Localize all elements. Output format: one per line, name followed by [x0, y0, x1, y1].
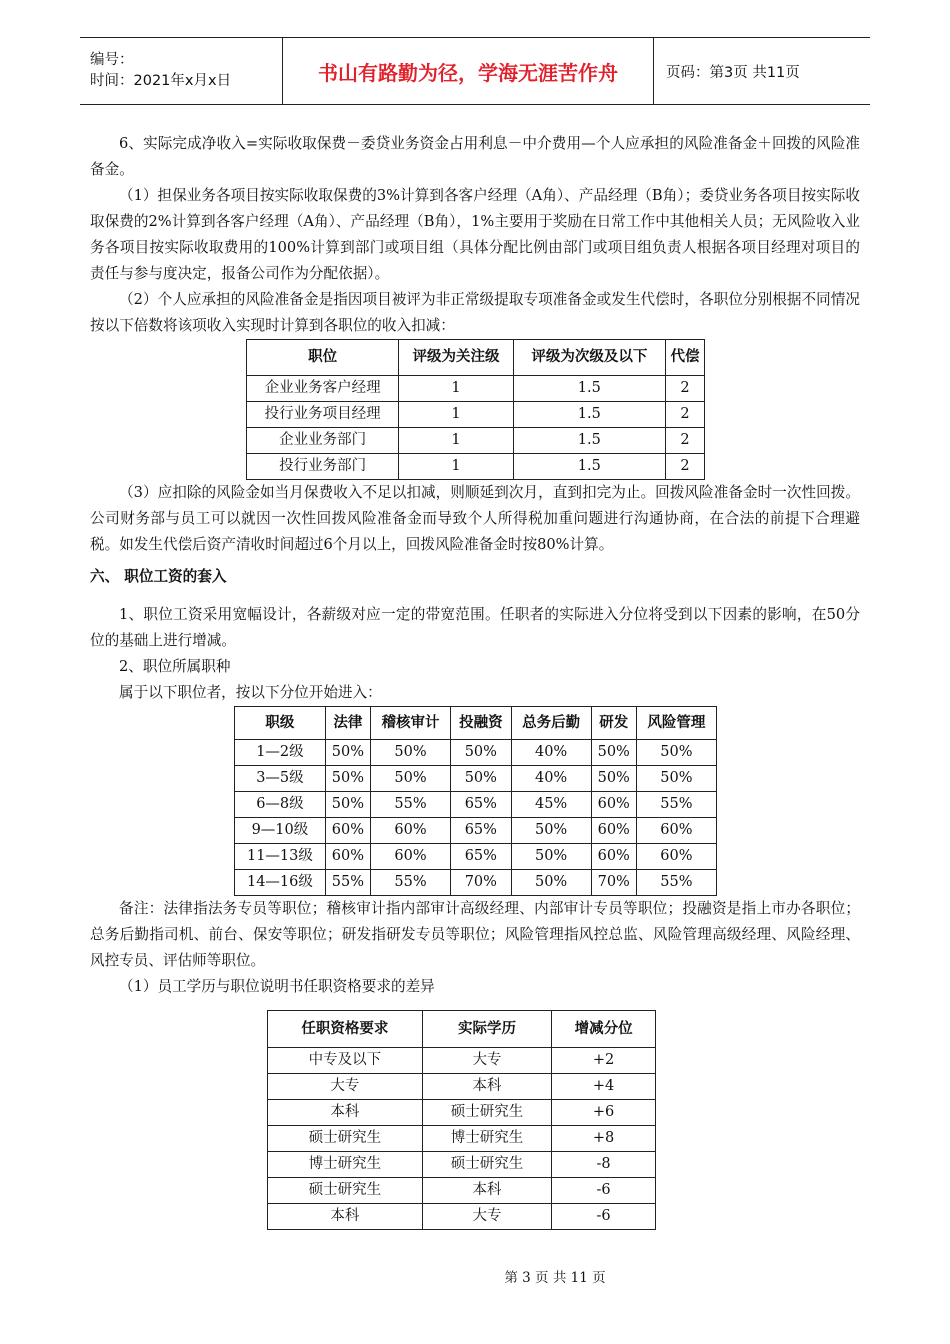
table-cell: 70%	[591, 870, 636, 896]
table-cell: 50%	[511, 818, 591, 844]
paragraph: 6、实际完成净收入=实际收取保费－委贷业务资金占用利息－中介费用—个人应承担的风险准备金＋回拨的风险准备金。	[90, 135, 860, 178]
table-header: 职位	[247, 340, 399, 376]
table-row	[268, 1100, 656, 1126]
table-row	[235, 844, 717, 870]
table-cell: 50%	[325, 792, 370, 818]
table-cell: 1.5	[513, 376, 665, 402]
table-row	[235, 818, 717, 844]
table-row	[268, 1048, 656, 1074]
table-cell: 企业业务部门	[247, 428, 399, 454]
table-cell: 大专	[268, 1074, 423, 1100]
table-cell: 硕士研究生	[268, 1178, 423, 1204]
table-cell: 50%	[451, 740, 511, 766]
table-cell: 60%	[591, 818, 636, 844]
table-row	[235, 792, 717, 818]
table-row	[247, 376, 705, 402]
table-row	[235, 766, 717, 792]
table-cell: 50%	[325, 766, 370, 792]
table-cell: 投行业务项目经理	[247, 402, 399, 428]
table-cell: +4	[552, 1074, 656, 1100]
paragraph: 属于以下职位者，按以下分位开始进入：	[119, 684, 382, 701]
table-cell: 博士研究生	[268, 1152, 423, 1178]
table-cell: 9—10级	[235, 818, 326, 844]
table-cell: 60%	[636, 844, 716, 870]
table-row	[247, 428, 705, 454]
table-cell: 60%	[325, 844, 370, 870]
table-header-row	[235, 707, 717, 740]
table-cell: 65%	[451, 818, 511, 844]
table-cell: 企业业务客户经理	[247, 376, 399, 402]
table-cell: 1	[399, 376, 514, 402]
table-row	[268, 1126, 656, 1152]
table-header: 研发	[591, 707, 636, 740]
table-cell: 2	[665, 376, 704, 402]
paragraph: 备注：法律指法务专员等职位；稽核审计指内部审计高级经理、内部审计专员等职位；投融资是指上市办各职位；总务后勤指司机、前台、保安等职位；研发指研发专员等职位；风险管理指风控总监、风险管理高级经理、风险经理、风控专员、评估师等职位。	[90, 900, 860, 969]
table-row	[268, 1204, 656, 1230]
table-cell: 55%	[370, 870, 450, 896]
table-cell: 硕士研究生	[268, 1126, 423, 1152]
paragraph: 2、职位所属职种	[119, 658, 231, 675]
table-header: 总务后勤	[511, 707, 591, 740]
date-label: 时间：2021年x月x日	[90, 73, 232, 89]
table-cell: 6—8级	[235, 792, 326, 818]
table-cell: -8	[552, 1152, 656, 1178]
paragraph: （1）员工学历与职位说明书任职资格要求的差异	[119, 978, 435, 995]
table-cell: 50%	[451, 766, 511, 792]
table-header: 代偿	[665, 340, 704, 376]
table-cell: 50%	[370, 766, 450, 792]
table-row	[235, 740, 717, 766]
table-cell: 55%	[636, 870, 716, 896]
page-header	[80, 37, 870, 105]
table-cell: +2	[552, 1048, 656, 1074]
education-adjust-table	[267, 1010, 656, 1230]
table-cell: 3—5级	[235, 766, 326, 792]
table-cell: 投行业务部门	[247, 454, 399, 480]
document-body	[90, 131, 860, 1230]
table-cell: 40%	[511, 740, 591, 766]
risk-multiplier-table	[246, 339, 705, 480]
paragraph: （3）应扣除的风险金如当月保费收入不足以扣减，则顺延到次月，直到扣完为止。回拨风险准备金时一次性回拨。公司财务部与员工可以就因一次性回拨风险准备金而导致个人所得税加重问题进行沟通协商，在合法的前提下合理避税。如发生代偿后资产清收时间超过6个月以上，回拨风险准备金时按80%计算。	[90, 484, 860, 553]
table-header-row	[247, 340, 705, 376]
table-row	[247, 402, 705, 428]
section-heading: 六、 职位工资的套入	[90, 568, 227, 585]
header-motto	[283, 38, 654, 104]
table-header: 法律	[325, 707, 370, 740]
table-cell: 60%	[591, 792, 636, 818]
table-row	[268, 1074, 656, 1100]
table-cell: 50%	[591, 740, 636, 766]
table-cell: 博士研究生	[422, 1126, 551, 1152]
table-header-row	[268, 1011, 656, 1048]
table-header: 风险管理	[636, 707, 716, 740]
paragraph: （2）个人应承担的风险准备金是指因项目被评为非正常级提取专项准备金或发生代偿时，各职位分别根据不同情况按以下倍数将该项收入实现时计算到各职位的收入扣减：	[90, 291, 860, 334]
table-cell: 中专及以下	[268, 1048, 423, 1074]
table-cell: 55%	[636, 792, 716, 818]
table-row	[235, 870, 717, 896]
table-cell: 2	[665, 454, 704, 480]
table-cell: 60%	[370, 844, 450, 870]
table-cell: 本科	[422, 1074, 551, 1100]
motto-text: 书山有路勤为径，学海无涯苦作舟	[318, 60, 618, 85]
table-cell: -6	[552, 1204, 656, 1230]
table-cell: 50%	[591, 766, 636, 792]
table-cell: 40%	[511, 766, 591, 792]
header-page	[654, 38, 870, 104]
table-cell: 50%	[636, 740, 716, 766]
table-cell: 65%	[451, 792, 511, 818]
grade-percentile-table	[234, 706, 717, 896]
table-cell: 50%	[636, 766, 716, 792]
table-header: 职级	[235, 707, 326, 740]
table-cell: -6	[552, 1178, 656, 1204]
table-header: 任职资格要求	[268, 1011, 423, 1048]
table-cell: 2	[665, 402, 704, 428]
table-cell: 70%	[451, 870, 511, 896]
page-footer	[0, 1266, 950, 1286]
table-cell: 45%	[511, 792, 591, 818]
table-cell: 大专	[422, 1048, 551, 1074]
table-cell: 11—13级	[235, 844, 326, 870]
table-header: 评级为次级及以下	[513, 340, 665, 376]
paragraph: 1、职位工资采用宽幅设计，各薪级对应一定的带宽范围。任职者的实际进入分位将受到以下因素的影响，在50分位的基础上进行增减。	[90, 606, 860, 649]
header-meta	[80, 38, 283, 104]
table-cell: 50%	[511, 844, 591, 870]
table-cell: 1	[399, 402, 514, 428]
table-cell: 硕士研究生	[422, 1100, 551, 1126]
table-cell: 65%	[451, 844, 511, 870]
table-header: 投融资	[451, 707, 511, 740]
table-cell: 1.5	[513, 454, 665, 480]
table-cell: +6	[552, 1100, 656, 1126]
table-cell: 1	[399, 454, 514, 480]
table-cell: 1—2级	[235, 740, 326, 766]
page-label: 页码：第3页 共11页	[666, 64, 800, 81]
table-cell: 大专	[422, 1204, 551, 1230]
table-cell: 1	[399, 428, 514, 454]
table-cell: 50%	[511, 870, 591, 896]
footer-page-number: 第 3 页 共 11 页	[504, 1270, 606, 1286]
code-label: 编号：	[90, 52, 134, 68]
table-cell: 60%	[636, 818, 716, 844]
table-row	[268, 1178, 656, 1204]
table-cell: 50%	[325, 740, 370, 766]
table-cell: 50%	[370, 740, 450, 766]
table-cell: 1.5	[513, 402, 665, 428]
table-cell: 60%	[325, 818, 370, 844]
table-cell: 硕士研究生	[422, 1152, 551, 1178]
table-cell: 14—16级	[235, 870, 326, 896]
paragraph: （1）担保业务各项目按实际收取保费的3%计算到各客户经理（A角）、产品经理（B角）；委贷业务各项目按实际收取保费的2%计算到各客户经理（A角）、产品经理（B角），1%主要用于奖励在日常工作中其他相关人员；无风险收入业务各项目按实际收取费用的100%计算到部门或项目组（具体分配比例由部门或项目组负责人根据各项目经理对项目的责任与参与度决定，报备公司作为分配依据）。	[90, 187, 860, 282]
table-cell: +8	[552, 1126, 656, 1152]
table-header: 评级为关注级	[399, 340, 514, 376]
table-cell: 60%	[591, 844, 636, 870]
table-header: 稽核审计	[370, 707, 450, 740]
table-header: 实际学历	[422, 1011, 551, 1048]
table-header: 增减分位	[552, 1011, 656, 1048]
table-cell: 2	[665, 428, 704, 454]
table-cell: 本科	[268, 1100, 423, 1126]
table-cell: 本科	[268, 1204, 423, 1230]
table-cell: 1.5	[513, 428, 665, 454]
table-cell: 55%	[370, 792, 450, 818]
table-cell: 55%	[325, 870, 370, 896]
table-row	[247, 454, 705, 480]
table-row	[268, 1152, 656, 1178]
table-cell: 本科	[422, 1178, 551, 1204]
table-cell: 60%	[370, 818, 450, 844]
